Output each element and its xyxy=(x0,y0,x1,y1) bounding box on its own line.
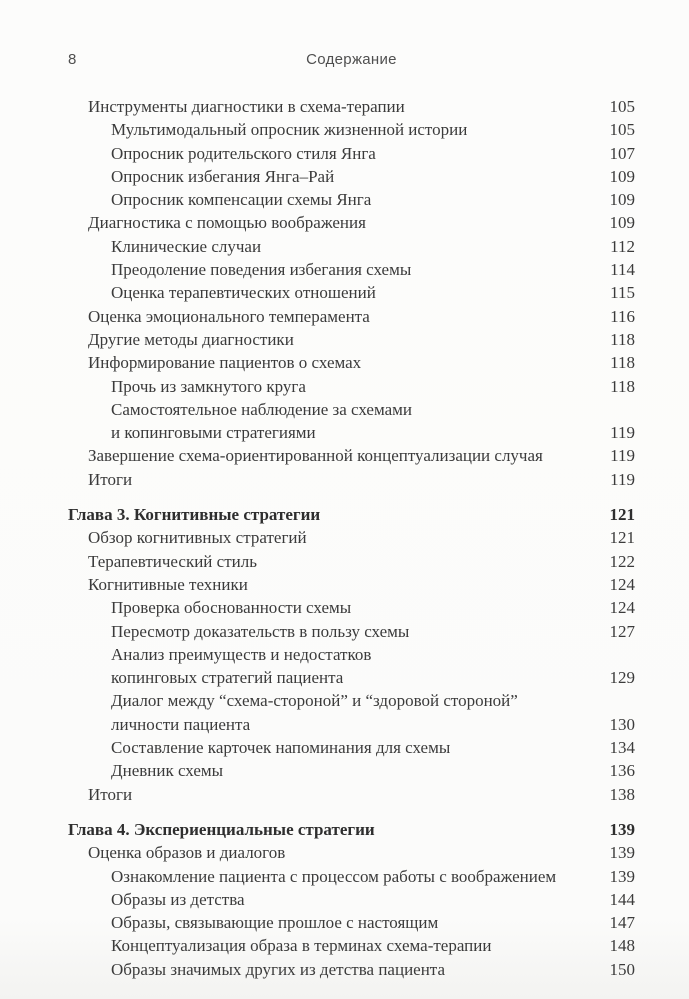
toc-entry-title: Клинические случаи xyxy=(111,236,262,256)
toc-entry-title: Инструменты диагностики в схема-терапии xyxy=(88,97,405,116)
toc-entry-title: Мультимодальный опросник жизненной истории xyxy=(111,120,468,140)
toc-entry-title: Составление карточек напоминания для схемы xyxy=(111,738,451,758)
toc-entry-title: Глава 4. Экспериенциальные стратегии xyxy=(68,819,375,839)
toc-entry-title: Информирование пациентов о схемах xyxy=(88,353,362,373)
toc-entry-page: 138 xyxy=(609,784,635,804)
toc-chapter-entry xyxy=(68,503,635,526)
toc-entry-page: 119 xyxy=(610,446,635,466)
toc-entry-page: 134 xyxy=(609,738,635,758)
running-header xyxy=(68,51,635,73)
toc-entry-page: 116 xyxy=(610,306,635,326)
toc-entry-page: 129 xyxy=(609,668,635,688)
toc-entry-title: Проверка обоснованности схемы xyxy=(111,598,352,618)
toc-entry-page: 115 xyxy=(610,283,635,303)
toc-entry xyxy=(68,713,635,736)
toc-entry-title: Оценка эмоционального темперамента xyxy=(88,306,370,326)
toc-entry-title: Итоги xyxy=(88,469,133,489)
toc-entry-title: Преодоление поведения избегания схемы xyxy=(111,260,412,280)
toc-entry-title: Другие методы диагностики xyxy=(88,329,294,349)
toc-entry-title: Дневник схемы xyxy=(111,761,224,781)
toc-entry-page: 139 xyxy=(609,819,635,839)
toc-entry xyxy=(68,865,635,888)
toc-entry-page: 139 xyxy=(609,843,635,863)
toc-entry xyxy=(68,526,635,549)
toc-entry-title: Прочь из замкнутого круга xyxy=(111,376,306,396)
toc-entry-title: Опросник компенсации схемы Янга xyxy=(111,190,372,210)
toc-entry-page: 144 xyxy=(609,889,635,909)
toc-entry xyxy=(68,375,635,398)
running-header-title: Содержание xyxy=(306,51,397,68)
toc-entry-title: Ознакомление пациента с процессом работы с воображением xyxy=(111,866,557,886)
toc-entry-page: 147 xyxy=(609,913,635,933)
toc-entry xyxy=(68,421,635,444)
toc-entry-page: 107 xyxy=(609,143,635,163)
toc-entry xyxy=(68,783,635,806)
toc-entry-page: 139 xyxy=(609,866,635,886)
toc-entry-title: Терапевтический стиль xyxy=(88,551,257,571)
toc-entry-title: Опросник избегания Янга–Рай xyxy=(111,166,335,186)
toc-entry-page: 109 xyxy=(609,190,635,210)
toc-entry xyxy=(68,689,635,712)
toc-entry-title: Итоги xyxy=(88,784,133,804)
toc-entry-page: 121 xyxy=(609,528,635,548)
toc-entry xyxy=(68,468,635,491)
toc-entry-title: копинговых стратегий пациента xyxy=(111,668,344,688)
toc-entry-page: 105 xyxy=(609,120,635,140)
toc-entry xyxy=(68,188,635,211)
toc-entry xyxy=(68,934,635,957)
toc-entry-title: Обзор когнитивных стратегий xyxy=(88,528,307,548)
toc-entry xyxy=(68,328,635,351)
toc-entry-title: Оценка терапевтических отношений xyxy=(111,283,376,303)
toc-entry xyxy=(68,398,635,421)
toc-entry-page: 121 xyxy=(609,505,635,525)
toc-entry xyxy=(68,351,635,374)
toc-entry xyxy=(68,281,635,304)
toc-entry xyxy=(68,643,635,666)
toc-entry xyxy=(68,258,635,281)
toc-entry-title: Когнитивные техники xyxy=(88,574,248,594)
toc-entry-title: Диагностика с помощью воображения xyxy=(88,213,366,233)
toc-entry xyxy=(68,958,635,981)
toc-entry xyxy=(68,95,635,118)
toc-entry-title: Образы значимых других из детства пациента xyxy=(111,959,445,979)
toc-entry-title: Завершение схема-ориентированной концептуализации случая xyxy=(88,446,543,466)
toc-entry-title: личности пациента xyxy=(111,714,251,734)
toc-entry-title: Оценка образов и диалогов xyxy=(88,843,286,863)
toc-entry-title: Опросник родительского стиля Янга xyxy=(111,143,376,163)
toc-entry-title: Пересмотр доказательств в пользу схемы xyxy=(111,621,410,641)
toc-entry-page: 124 xyxy=(609,574,635,594)
toc-entry-page: 118 xyxy=(610,353,635,373)
toc-entry-page: 105 xyxy=(609,97,635,116)
toc-list xyxy=(68,95,635,981)
toc-entry xyxy=(68,550,635,573)
toc-entry xyxy=(68,235,635,258)
toc-entry-page: 109 xyxy=(609,213,635,233)
toc-entry xyxy=(68,142,635,165)
page-number: 8 xyxy=(68,51,77,68)
toc-entry-title: Образы из детства xyxy=(111,889,245,909)
toc-entry-page: 118 xyxy=(610,376,635,396)
toc-entry xyxy=(68,736,635,759)
toc-entry xyxy=(68,888,635,911)
toc-entry-page: 119 xyxy=(610,423,635,443)
toc-entry-title: Концептуализация образа в терминах схема-терапии xyxy=(111,936,492,956)
toc-entry xyxy=(68,305,635,328)
toc-entry xyxy=(68,596,635,619)
toc-entry xyxy=(68,666,635,689)
toc-entry xyxy=(68,620,635,643)
toc-entry-page: 127 xyxy=(609,621,635,641)
toc-entry-title: Анализ преимуществ и недостатков xyxy=(111,644,372,664)
toc-entry xyxy=(68,841,635,864)
toc-entry xyxy=(68,759,635,782)
toc-entry-title: Образы, связывающие прошлое с настоящим xyxy=(111,913,439,933)
toc-entry-page: 112 xyxy=(610,236,635,256)
toc-entry-page: 136 xyxy=(609,761,635,781)
toc-entry-page: 122 xyxy=(609,551,635,571)
toc-entry-page: 114 xyxy=(610,260,635,280)
toc-entry-page: 119 xyxy=(610,469,635,489)
toc-entry-title: и копинговыми стратегиями xyxy=(111,423,316,443)
toc-entry-page: 109 xyxy=(609,166,635,186)
toc-chapter-entry xyxy=(68,818,635,841)
toc-entry xyxy=(68,573,635,596)
toc-entry xyxy=(68,444,635,467)
toc-entry-page: 148 xyxy=(609,936,635,956)
toc-entry xyxy=(68,911,635,934)
toc-entry xyxy=(68,211,635,234)
toc-entry xyxy=(68,165,635,188)
toc-entry-page: 150 xyxy=(609,959,635,979)
toc-entry-page: 130 xyxy=(609,714,635,734)
toc-entry-title: Самостоятельное наблюдение за схемами xyxy=(111,399,412,419)
toc-entry xyxy=(68,118,635,141)
toc-entry-page: 118 xyxy=(610,329,635,349)
toc-entry-title: Диалог между “схема-стороной” и “здоровой стороной” xyxy=(111,691,518,711)
toc-entry-page: 124 xyxy=(609,598,635,618)
toc-entry-title: Глава 3. Когнитивные стратегии xyxy=(68,505,321,525)
